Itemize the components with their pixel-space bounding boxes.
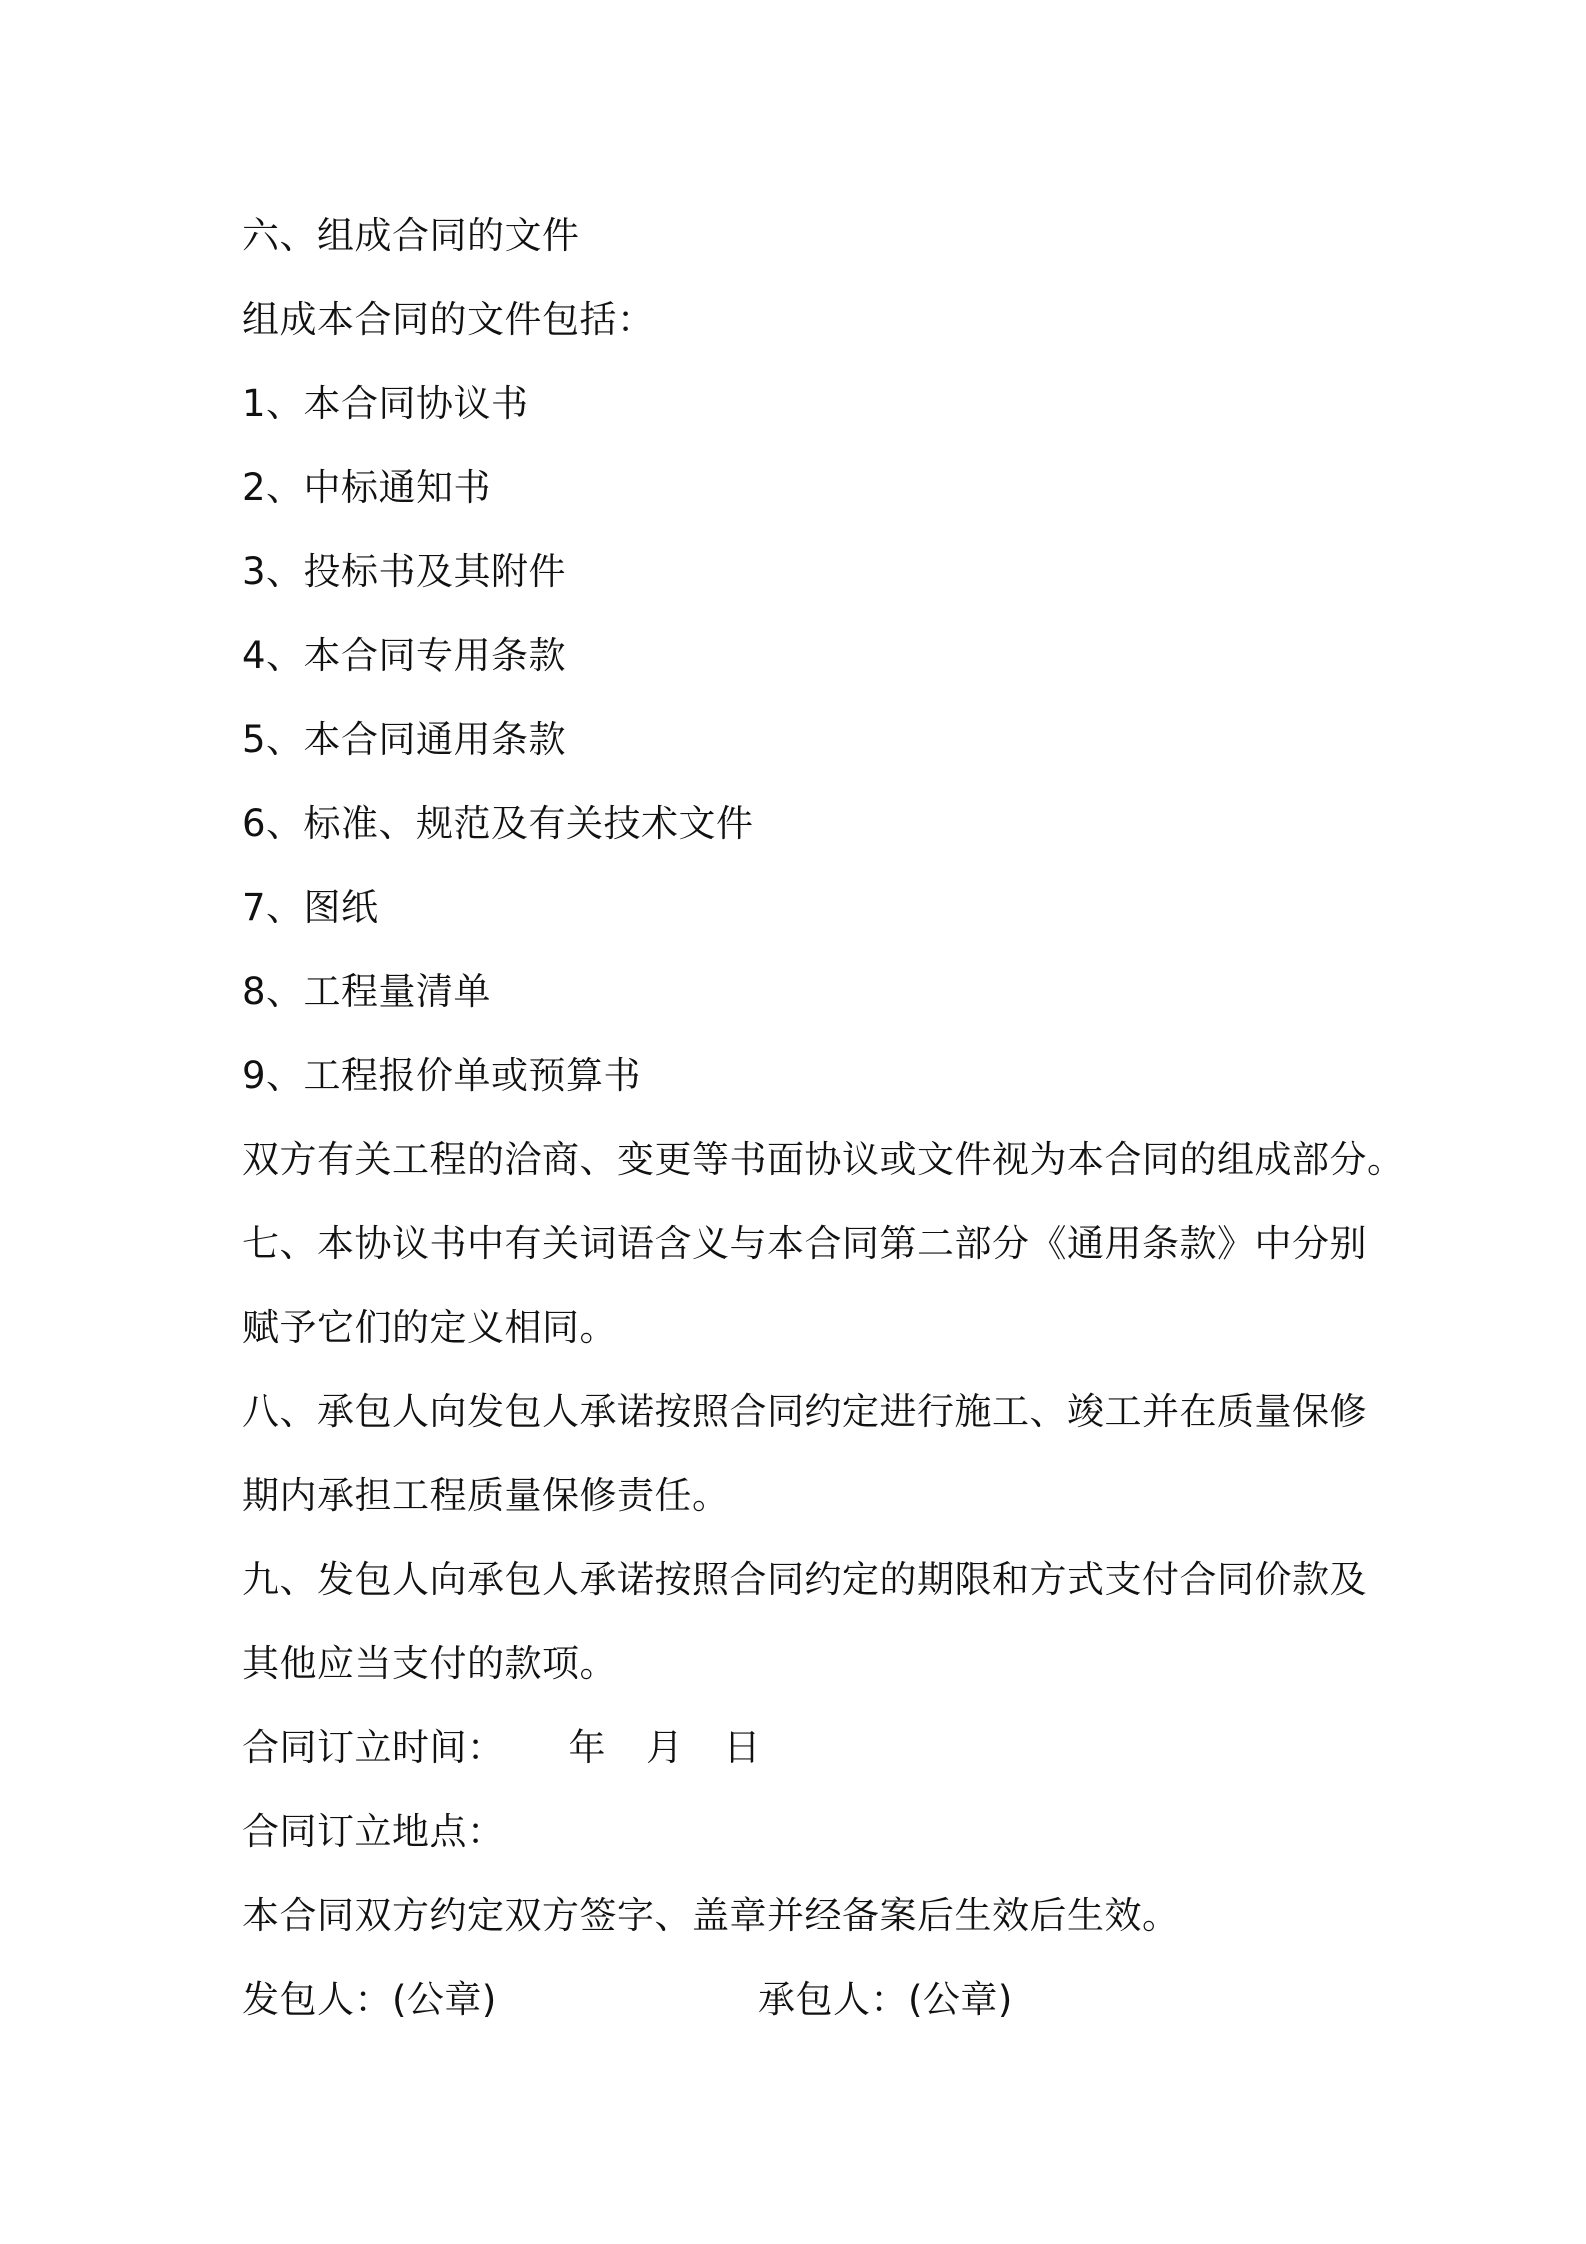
contractor-seal-label: 承包人：(公章): [758, 1978, 1013, 2021]
list-item: 1、本合同协议书: [242, 382, 529, 425]
list-item: 5、本合同通用条款: [242, 718, 567, 761]
month-label: 月: [646, 1726, 684, 1769]
section-7-line-1: 七、本协议书中有关词语含义与本合同第二部分《通用条款》中分别: [242, 1222, 1367, 1265]
section-8-line-2: 期内承担工程质量保修责任。: [242, 1474, 730, 1517]
section-9-line-2: 其他应当支付的款项。: [242, 1642, 617, 1685]
section-9-line-1: 九、发包人向承包人承诺按照合同约定的期限和方式支付合同价款及: [242, 1558, 1367, 1601]
seal-row: [242, 1958, 1362, 2042]
year-label: 年: [568, 1726, 606, 1769]
list-item: 2、中标通知书: [242, 466, 492, 509]
section-7-line-2: 赋予它们的定义相同。: [242, 1306, 617, 1349]
list-item: 4、本合同专用条款: [242, 634, 567, 677]
section-6-intro: 组成本合同的文件包括：: [242, 298, 655, 341]
section-6-closing: 双方有关工程的洽商、变更等书面协议或文件视为本合同的组成部分。: [242, 1138, 1405, 1181]
list-item: 9、工程报价单或预算书: [242, 1054, 642, 1097]
section-6-heading: 六、组成合同的文件: [242, 214, 580, 257]
list-item: 8、工程量清单: [242, 970, 492, 1013]
section-8-line-1: 八、承包人向发包人承诺按照合同约定进行施工、竣工并在质量保修: [242, 1390, 1367, 1433]
effect-clause: 本合同双方约定双方签字、盖章并经备案后生效后生效。: [242, 1894, 1180, 1937]
list-item: 3、投标书及其附件: [242, 550, 567, 593]
signing-time-label: 合同订立时间：: [242, 1726, 505, 1769]
day-label: 日: [723, 1726, 761, 1769]
signing-date-row: [242, 1706, 1362, 1790]
list-item: 7、图纸: [242, 886, 379, 929]
contract-body: [242, 194, 1405, 2042]
signing-place-label: 合同订立地点：: [242, 1810, 505, 1853]
list-item: 6、标准、规范及有关技术文件: [242, 802, 754, 845]
employer-seal-label: 发包人：(公章): [242, 1978, 497, 2021]
